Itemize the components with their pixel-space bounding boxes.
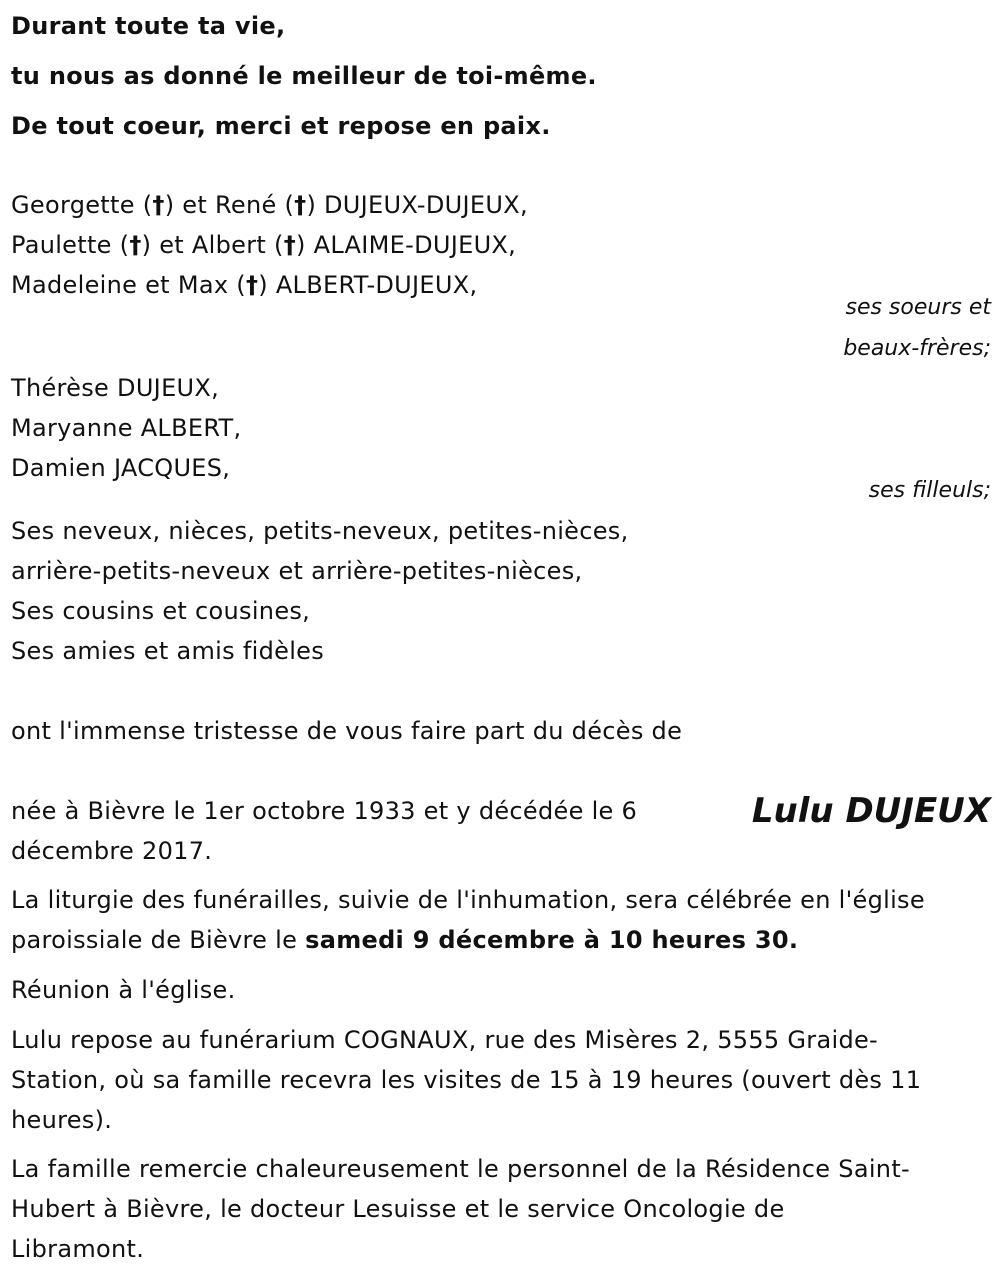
funeral-home-line-1: Lulu repose au funérarium COGNAUX, rue des Misères 2, 5555 Graide- — [11, 1026, 879, 1054]
siblings-role-line-1: ses soeurs et — [845, 295, 991, 320]
godchild-line-3: Damien JACQUES, — [11, 454, 231, 482]
relatives-line-1: Ses neveux, nièces, petits-neveux, petites-nièces, — [11, 517, 629, 545]
godchild-line-1: Thérèse DUJEUX, — [11, 374, 220, 402]
relatives-line-2: arrière-petits-neveux et arrière-petites-nièces, — [11, 557, 583, 585]
cross-icon: † — [245, 271, 259, 299]
cross-icon: † — [152, 191, 165, 219]
verse-line-2: tu nous as donné le meilleur de toi-même. — [11, 62, 597, 90]
thanks-line-3: Libramont. — [11, 1235, 145, 1263]
funeral-line-2: paroissiale de Bièvre le samedi 9 décembre à 10 heures 30. — [11, 926, 799, 954]
relatives-line-3: Ses cousins et cousines, — [11, 597, 311, 625]
cross-icon: † — [294, 191, 307, 219]
funeral-date: samedi 9 décembre à 10 heures 30. — [305, 926, 799, 954]
siblings-role-line-2: beaux-frères; — [843, 336, 991, 361]
godchild-line-2: Maryanne ALBERT, — [11, 414, 242, 442]
verse-line-3: De tout coeur, merci et repose en paix. — [11, 112, 551, 140]
announcement: ont l'immense tristesse de vous faire part du décès de — [11, 717, 683, 745]
birth-death-line-2: décembre 2017. — [11, 837, 213, 865]
cross-icon: † — [283, 231, 297, 259]
birth-death-line-1: née à Bièvre le 1er octobre 1933 et y décédée le 6 — [11, 797, 638, 825]
funeral-line-1: La liturgie des funérailles, suivie de l'inhumation, sera célébrée en l'église — [11, 886, 925, 914]
thanks-line-2: Hubert à Bièvre, le docteur Lesuisse et le service Oncologie de — [11, 1195, 785, 1223]
funeral-home-line-2: Station, où sa famille recevra les visites de 15 à 19 heures (ouvert dès 11 — [11, 1066, 922, 1094]
cross-icon: † — [129, 231, 142, 259]
meeting-note: Réunion à l'église. — [11, 976, 236, 1004]
relatives-line-4: Ses amies et amis fidèles — [11, 637, 325, 665]
sibling-line-3: Madeleine et Max (†) ALBERT-DUJEUX, — [11, 271, 478, 299]
sibling-line-2: Paulette (†) et Albert (†) ALAIME-DUJEUX, — [11, 231, 517, 259]
sibling-line-1: Georgette (†) et René (†) DUJEUX-DUJEUX, — [11, 191, 528, 219]
verse-line-1: Durant toute ta vie, — [11, 12, 286, 40]
deceased-name: Lulu DUJEUX — [751, 791, 991, 831]
thanks-line-1: La famille remercie chaleureusement le personnel de la Résidence Saint- — [11, 1155, 910, 1183]
funeral-home-line-3: heures). — [11, 1106, 113, 1134]
godchildren-role: ses filleuls; — [868, 478, 991, 503]
